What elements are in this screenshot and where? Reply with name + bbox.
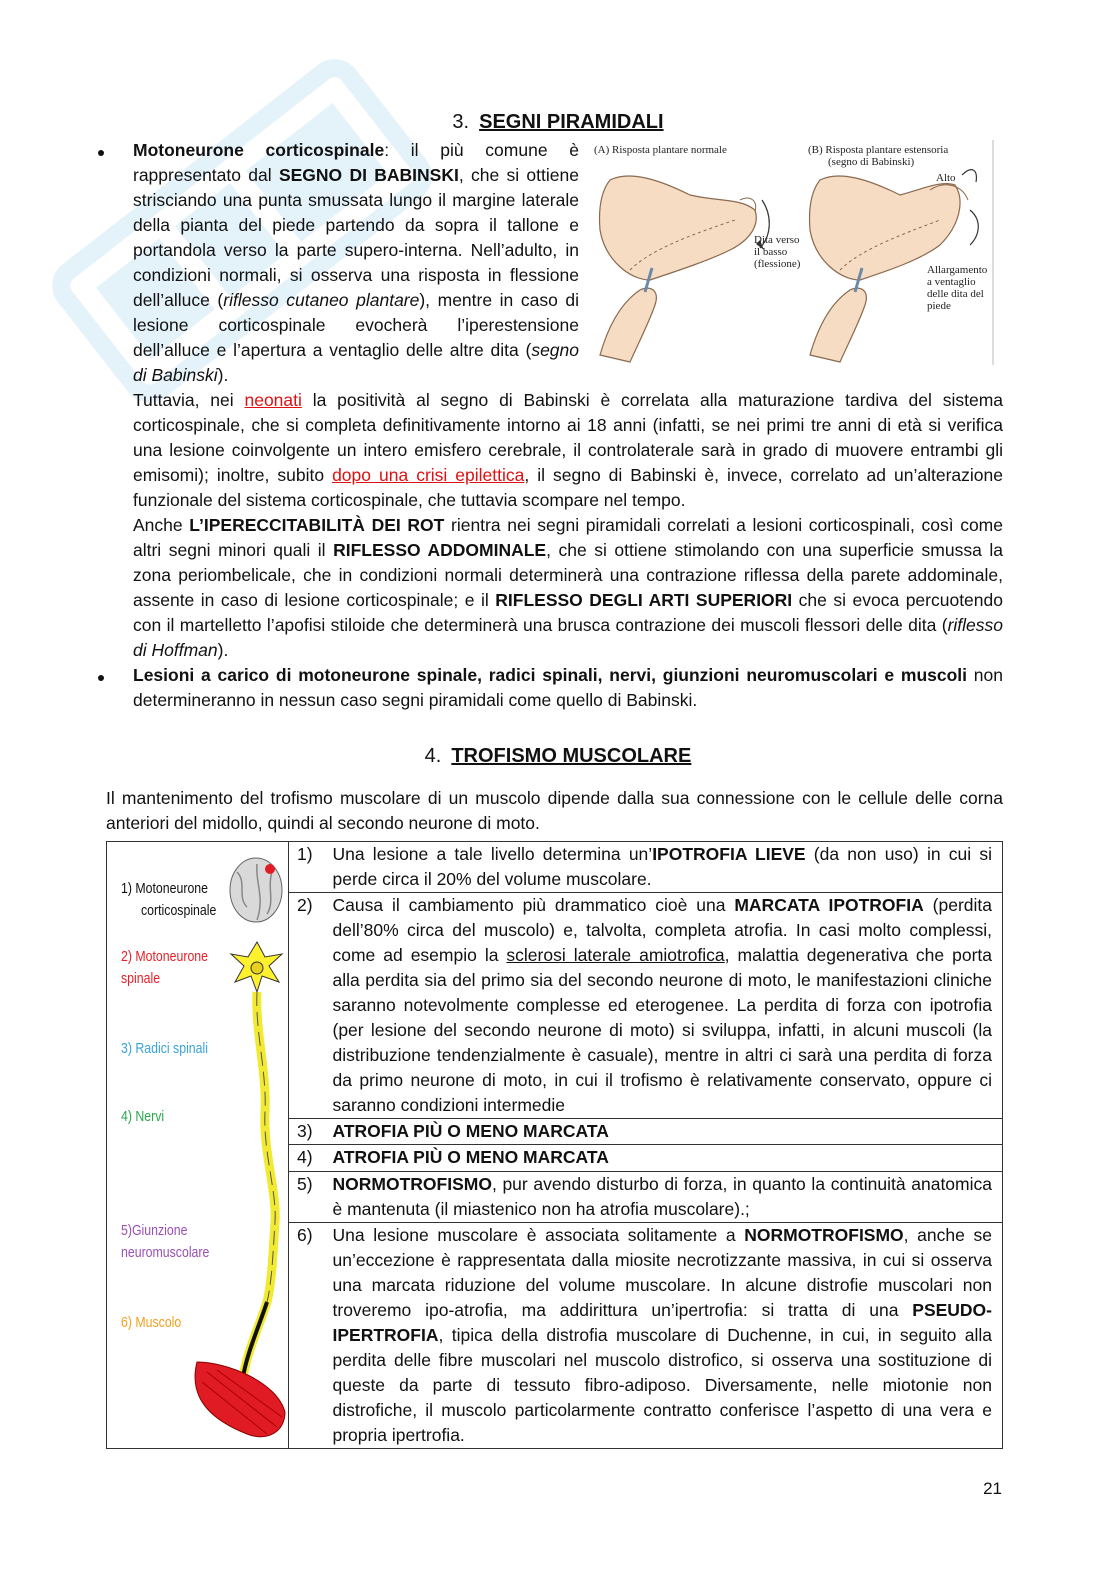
row-text: ATROFIA PIÙ O MENO MARCATA: [329, 1119, 1003, 1145]
link-neonati[interactable]: neonati: [244, 390, 302, 410]
row-number: 4): [289, 1145, 329, 1171]
text: ).: [217, 365, 229, 385]
text: Causa il cambiamento più drammatico cioè una: [332, 895, 735, 916]
babinski-illustration: [590, 140, 995, 365]
row-text: [329, 1222, 1003, 1448]
section-3-heading: [0, 108, 1116, 136]
term-segno-babinski-italic: segno di Babinski: [133, 340, 579, 385]
label-motoneurone-spinale-1: 2) Motoneurone: [121, 949, 209, 965]
term-segno-babinski: SEGNO DI BABINSKI: [278, 165, 459, 185]
neuron-illustration: [107, 842, 288, 1448]
row-text: ATROFIA PIÙ O MENO MARCATA: [329, 1145, 1003, 1171]
term-hoffman: riflesso di Hoffman: [133, 615, 1003, 660]
text: rientra nei segni piramidali correlati a lesioni corticospinali, così come altri segni minori quali il: [133, 515, 1003, 560]
term-marcata-ipotrofia: MARCATA IPOTROFIA: [734, 895, 924, 916]
text: Una lesione muscolare è associata solitamente a: [332, 1224, 745, 1245]
figure-label-b2: (segno di Babinski): [828, 156, 915, 168]
trofismo-table: [106, 841, 1003, 1449]
row-number: 6): [289, 1222, 329, 1448]
link-crisi-epilettica[interactable]: dopo una crisi epilettica: [332, 465, 525, 485]
figure-label-dita-1: Dita verso: [754, 234, 800, 246]
section-4-intro: Il mantenimento del trofismo muscolare di un muscolo dipende dalla sua connessione con le cellule delle corna anteriori del midollo, quindi al secondo neurone di moto.: [106, 788, 1003, 833]
neuron-diagram-cell: [107, 842, 289, 1449]
label-giunzione-1: 5)Giunzione: [121, 1223, 188, 1239]
text: la positività al segno di Babinski è correlata alla maturazione tardiva del sistema corticospinale, che si completa definitivamente intorno ai 18 anni (infatti, se nei primi tre anni di età si verifica una lesione coinvolgente un intero emisfero cerebrale, il controlaterale sarà in grado di muovere entrambi gli emisomi); inoltre, subito: [133, 390, 1004, 485]
term-normotrofismo: NORMOTROFISMO: [744, 1224, 904, 1245]
row-text: [329, 842, 1003, 893]
bullet-lesioni: [133, 663, 1003, 713]
paragraph-ipereccitabilita: [133, 513, 1003, 663]
term-ipereccitabilita: L’IPERECCITABILITÀ DEI ROT: [189, 515, 445, 535]
label-motoneurone-spinale-2: spinale: [121, 971, 161, 987]
label-muscolo: 6) Muscolo: [121, 1315, 182, 1331]
figure-label-a: (A) Risposta plantare normale: [594, 144, 727, 156]
term-normotrofismo: NORMOTROFISMO: [332, 1173, 492, 1194]
term-riflesso-cutaneo: riflesso cutaneo plantare: [223, 290, 420, 310]
bullet-dot: [98, 675, 104, 681]
section-3-number: 3.: [452, 111, 470, 133]
label-nervi: 4) Nervi: [121, 1109, 165, 1125]
text: che si evoca percuotendo con il martelletto l’apofisi stiloide che determinerà una brusca contrazione dei muscoli flessori delle dita (: [133, 590, 1003, 635]
bullet-dot: [98, 150, 104, 156]
brain-icon: [230, 858, 282, 922]
label-motoneurone-corticospinale-2: corticospinale: [141, 903, 217, 919]
neuron-diagram: [107, 842, 288, 1448]
label-radici-spinali: 3) Radici spinali: [121, 1041, 209, 1057]
section-4-heading: [0, 742, 1116, 770]
text: Tuttavia, nei: [133, 390, 245, 410]
term-motoneurone-corticospinale: Motoneurone corticospinale: [133, 140, 385, 160]
term-ipotrofia-lieve: IPOTROFIA LIEVE: [652, 844, 806, 864]
text: , pur avendo disturbo di forza, in quanto la continuità anatomica è mantenuta (il miastenico non ha atrofia muscolare).;: [332, 1173, 992, 1219]
text: , malattia degenerativa che porta alla perdita sia del primo sia del secondo neurone di moto, le manifestazioni cliniche saranno notevolmente complesse ed eterogenee. La perdita di forza con ipotrofia (per lesione del secondo neurone di moto) si sviluppa, infatti, in alcuni muscoli (la distribuzione tendenzialmente è casuale), mentre in altri ci sarà una perdita di forza da primo neurone di moto, in cui il trofismo è relativamente conservato, oppure ci saranno condizioni intermedie: [332, 945, 992, 1116]
text: (perdita dell’80% circa del muscolo) e, talvolta, completa atrofia. In casi molto complessi, come ad esempio la: [332, 895, 992, 966]
term-riflesso-arti: RIFLESSO DEGLI ARTI SUPERIORI: [495, 590, 793, 610]
text: , anche se un’eccezione è rappresentata dalla miosite necrotizzante massiva, in cui si osserva una marcata riduzione del volume muscolare. In alcune distrofie muscolari non troveremo ipo-atrofia, ma addirittura un’ipertrofia: si tratta di una: [332, 1224, 992, 1320]
text: ), mentre in caso di lesione corticospinale evocherà l’iperestensione dell’alluce e l’apertura a ventaglio delle altre dita (: [133, 290, 580, 360]
link-sla[interactable]: sclerosi laterale amiotrofica: [506, 945, 725, 966]
figure-label-dita-2: il basso: [754, 246, 788, 258]
table-row: [107, 842, 1003, 893]
text: Anche: [133, 515, 190, 535]
figure-label-allargamento-2: a ventaglio: [927, 276, 976, 288]
figure-label-allargamento-4: piede: [927, 300, 951, 312]
babinski-figure: [590, 140, 995, 365]
text: , che si ottiene stimolando con una superficie smussa la zona periombelicale, che in condizioni normali determinerà una contrazione riflessa della parete addominale, assente in caso di lesione corticospinale; e il: [133, 540, 1003, 610]
term-lesioni: Lesioni a carico di motoneurone spinale, radici spinali, nervi, giunzioni neuromuscolari e muscoli: [133, 665, 968, 685]
muscle-icon: [195, 1362, 285, 1437]
text: , tipica della distrofia muscolare di Duchenne, in cui, in seguito alla perdita delle fibre muscolari nel muscolo distrofico, si osserva una sostituzione di queste da parte di tessuto fibro-adiposo. Diversamente, nelle miotonie non distrofiche, il muscolo particolarmente contratto conferisce l’aspetto di una vera e propria ipertrofia.: [332, 1324, 992, 1445]
section-3-title: SEGNI PIRAMIDALI: [479, 111, 664, 133]
section-4-number: 4.: [424, 745, 442, 767]
figure-label-alto: Alto: [936, 172, 956, 184]
row-number: 5): [289, 1171, 329, 1222]
text: , che si ottiene strisciando una punta smussata lungo il margine laterale della pianta del piede partendo da sopra il tallone e portandola verso la parte supero-interna. Nell’adulto, in condizioni normali, si osserva una risposta in flessione dell’alluce (: [133, 165, 579, 310]
text: , il segno di Babinski è, invece, correlato ad un’alterazione funzionale del sistema corticospinale, che tuttavia scompare nel tempo.: [133, 465, 1003, 510]
text: (da non uso) in cui si perde circa il 20% del volume muscolare.: [332, 844, 992, 889]
figure-label-allargamento-3: delle dita del: [927, 288, 984, 300]
label-giunzione-2: neuromuscolare: [121, 1245, 210, 1261]
spinal-neuron-icon: [231, 942, 282, 992]
text: non determineranno in nessun caso segni piramidali come quello di Babinski.: [133, 665, 1004, 710]
row-text: [329, 893, 1003, 1119]
row-number: 2): [289, 893, 329, 1119]
row-number: 3): [289, 1119, 329, 1145]
label-motoneurone-corticospinale-1: 1) Motoneurone: [121, 881, 209, 897]
term-riflesso-addominale: RIFLESSO ADDOMINALE: [333, 540, 547, 560]
term-pseudo-ipertrofia: PSEUDO-IPERTROFIA: [332, 1299, 992, 1345]
text: Una lesione a tale livello determina un’: [332, 844, 653, 864]
page-number: 21: [983, 1479, 1002, 1498]
row-number: 1): [289, 842, 329, 893]
figure-label-dita-3: (flessione): [754, 258, 801, 270]
text: : il più comune è rappresentato dal: [133, 140, 580, 185]
row-text: [329, 1171, 1003, 1222]
paragraph-neonati: [133, 388, 1003, 513]
bullet-motoneurone-corticospinale: [133, 138, 579, 388]
figure-label-b1: (B) Risposta plantare estensoria: [808, 144, 949, 156]
text: ).: [217, 640, 229, 660]
section-4-title: TROFISMO MUSCOLARE: [451, 745, 692, 767]
figure-label-allargamento-1: Allargamento: [927, 264, 988, 276]
